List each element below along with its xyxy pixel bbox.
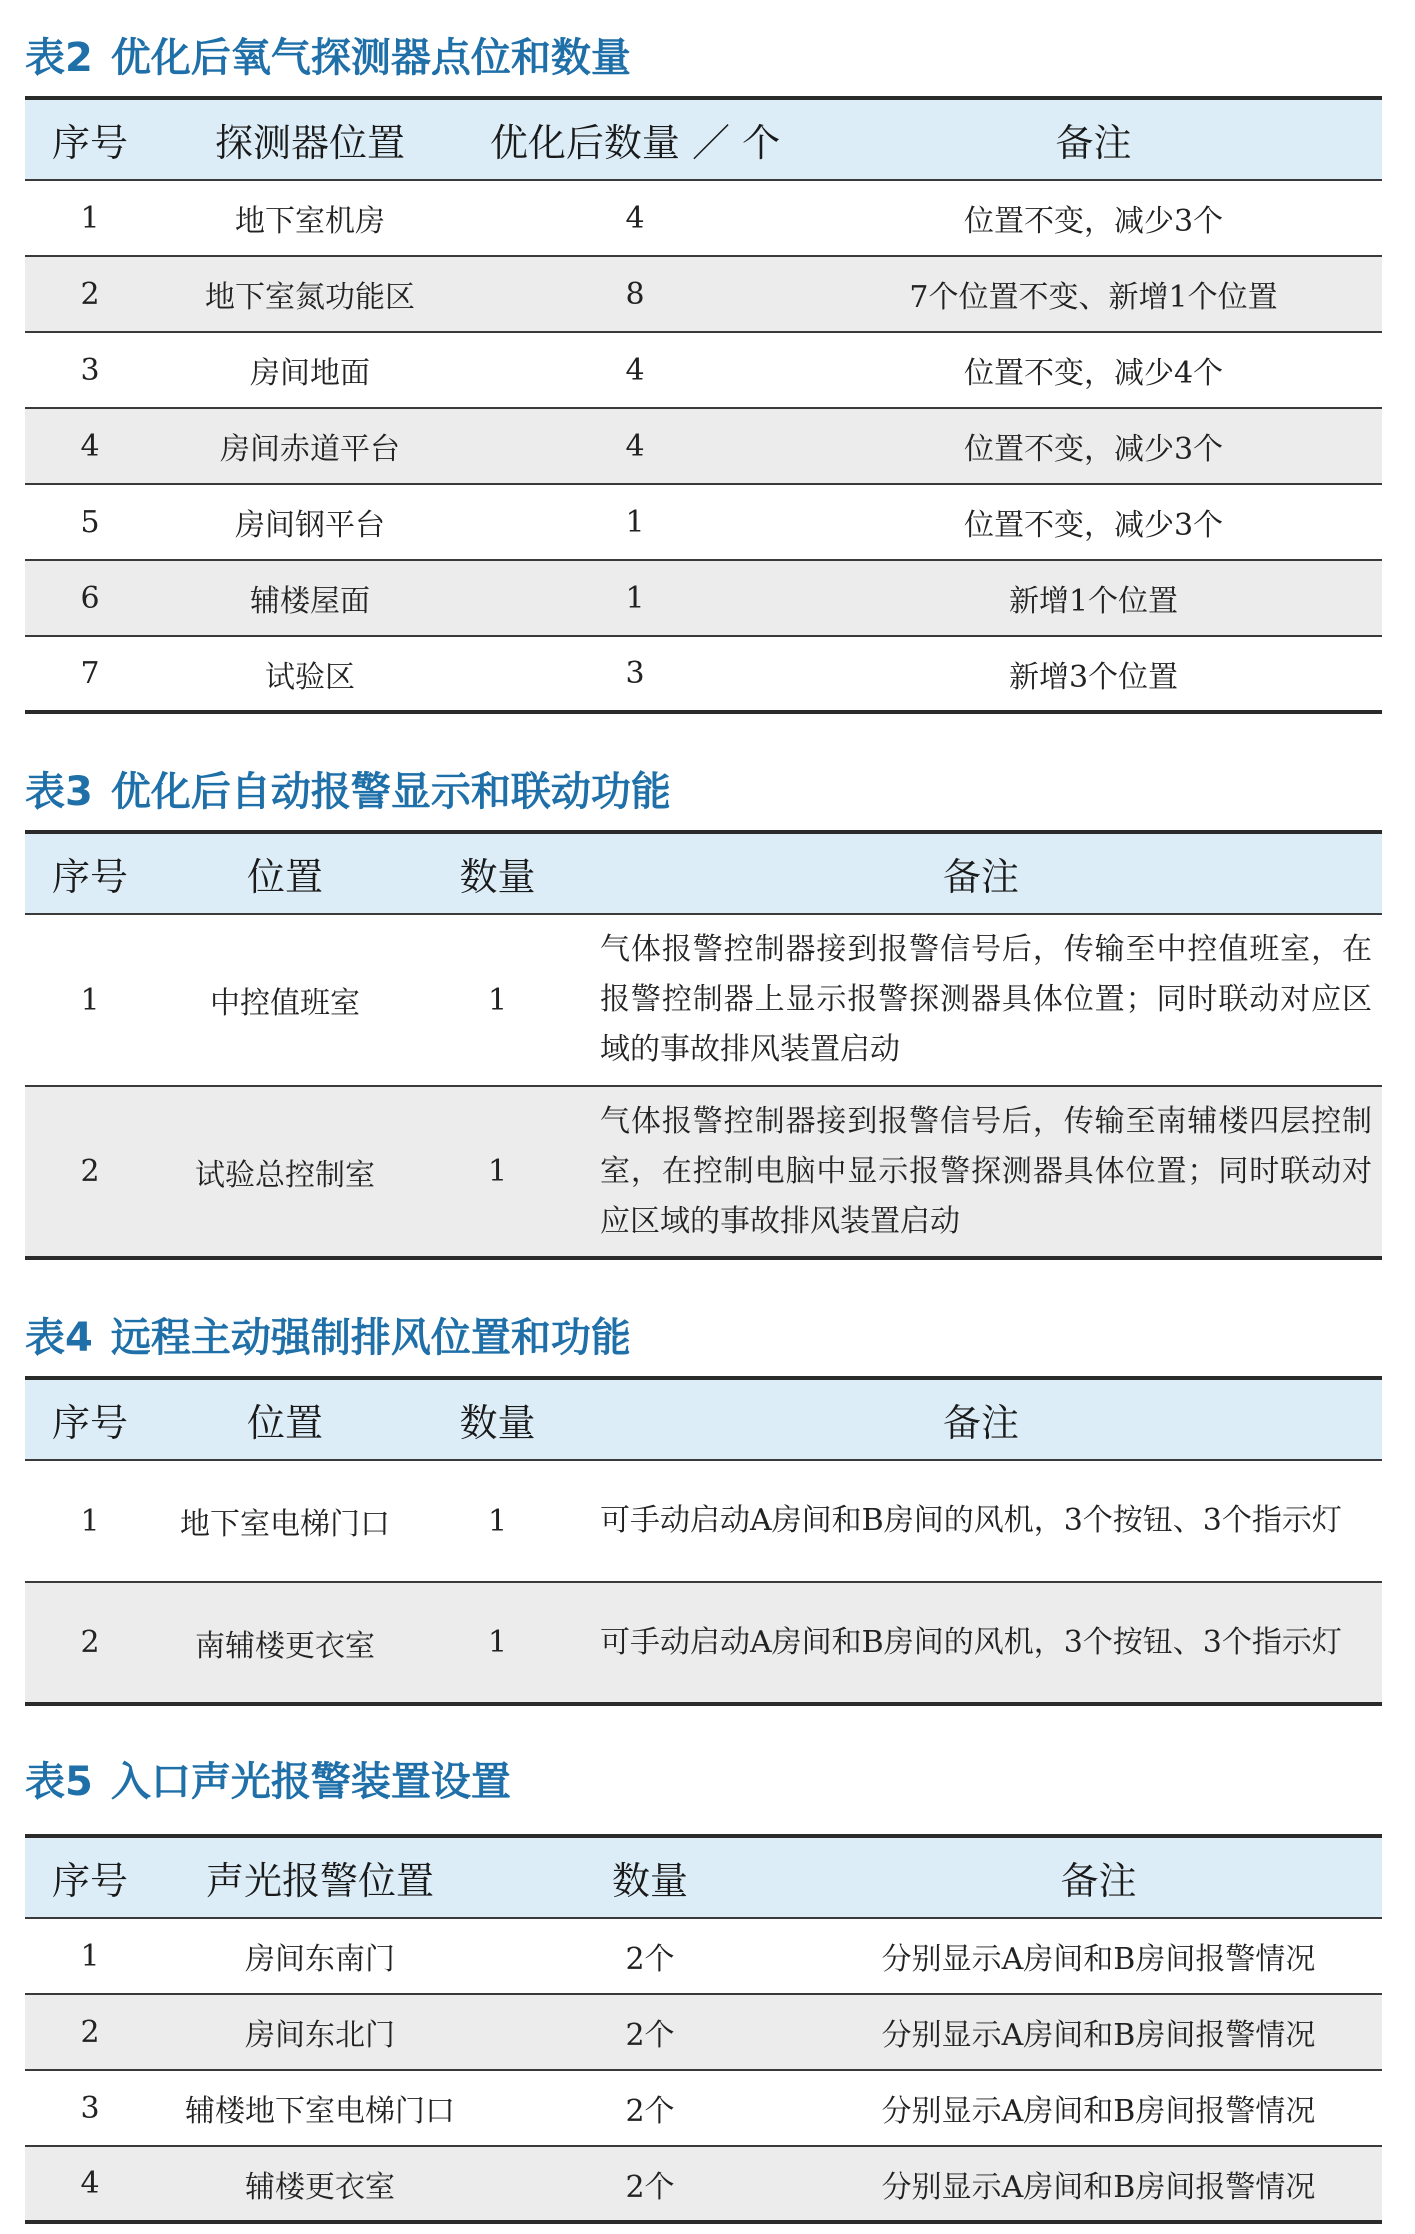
cell: 2	[25, 256, 155, 332]
cell: 试验总控制室	[155, 1086, 415, 1258]
cell: 1	[25, 914, 155, 1086]
cell: 2个	[485, 1994, 815, 2070]
cell: 试验区	[265, 659, 355, 695]
cell: 7个位置不变、新增1个位置	[805, 256, 1382, 332]
table-row	[25, 560, 1382, 636]
cell	[580, 1582, 1382, 1704]
cell: 4	[25, 408, 155, 484]
table-2-caption	[25, 35, 631, 81]
cell: 2	[25, 1994, 155, 2070]
header-cell: 序号	[25, 1378, 155, 1460]
table-header-row	[25, 1836, 1382, 1918]
table-5-title: 入口声光报警装置设置	[110, 1759, 511, 1805]
cell: 中控值班室	[155, 914, 415, 1086]
note-text: 可手动启动A房间和B房间的风机，3个按钮、3个指示灯	[600, 1624, 1342, 1660]
header-cell: 声光报警位置	[155, 1836, 485, 1918]
table-row	[25, 2146, 1382, 2222]
table-row	[25, 180, 1382, 256]
cell: 地下室氮功能区	[155, 256, 465, 332]
cell: 2个	[485, 2070, 815, 2146]
table-row	[25, 484, 1382, 560]
cell: 1	[25, 1460, 155, 1582]
table-2-number: 表2	[25, 35, 93, 81]
header-cell: 探测器位置	[155, 98, 465, 180]
table-row	[25, 636, 1382, 712]
cell: 1	[25, 1918, 155, 1994]
cell: 房间赤道平台	[155, 408, 465, 484]
cell: 新增3个位置	[1008, 659, 1179, 695]
cell: 新增1个位置	[805, 560, 1382, 636]
header-cell: 数量	[415, 1378, 580, 1460]
cell: 位置不变，减少3个	[805, 180, 1382, 256]
cell: 房间地面	[155, 332, 465, 408]
table-3	[25, 830, 1382, 1260]
table-row	[25, 1918, 1382, 1994]
header-cell: 优化后数量 ／ 个	[465, 98, 805, 180]
table-3-number: 表3	[25, 769, 93, 815]
table-5-number: 表5	[25, 1759, 93, 1805]
cell: 1	[415, 1582, 580, 1704]
table-4-title: 远程主动强制排风位置和功能	[110, 1315, 631, 1361]
cell: 位置不变，减少3个	[805, 408, 1382, 484]
cell: 1	[415, 914, 580, 1086]
cell: 房间东南门	[155, 1918, 485, 1994]
cell: 位置不变，减少3个	[805, 484, 1382, 560]
cell: 3	[25, 332, 155, 408]
table-2	[25, 96, 1382, 714]
cell: 4	[465, 180, 805, 256]
cell: 分别显示A房间和B房间报警情况	[815, 2070, 1382, 2146]
header-cell: 序号	[25, 98, 155, 180]
cell: 1	[25, 180, 155, 256]
table-row	[25, 2070, 1382, 2146]
cell: 分别显示A房间和B房间报警情况	[815, 2146, 1382, 2222]
table-3-title: 优化后自动报警显示和联动功能	[110, 769, 671, 815]
header-cell: 数量	[415, 832, 580, 914]
cell: 2个	[485, 2146, 815, 2222]
table-header-row	[25, 98, 1382, 180]
cell: 1	[415, 1460, 580, 1582]
header-cell: 数量	[485, 1836, 815, 1918]
cell: 7	[80, 656, 100, 691]
table-5	[25, 1834, 1382, 2224]
header-cell: 备注	[805, 98, 1382, 180]
note-text: 气体报警控制器接到报警信号后，传输至南辅楼四层控制室，在控制电脑中显示报警探测器具体位置；同时联动对应区域的事故排风装置启动	[600, 1103, 1372, 1239]
cell: 房间钢平台	[155, 484, 465, 560]
cell: 分别显示A房间和B房间报警情况	[815, 1918, 1382, 1994]
cell: 辅楼地下室电梯门口	[155, 2070, 485, 2146]
cell: 分别显示A房间和B房间报警情况	[815, 1994, 1382, 2070]
header-cell: 备注	[580, 832, 1382, 914]
table-row	[25, 914, 1382, 1086]
cell: 1	[465, 560, 805, 636]
table-header-row	[25, 832, 1382, 914]
cell: 2个	[485, 1918, 815, 1994]
table-header-row	[25, 1378, 1382, 1460]
header-cell: 序号	[25, 1836, 155, 1918]
cell: 3	[625, 656, 645, 691]
header-cell: 备注	[580, 1378, 1382, 1460]
cell: 8	[465, 256, 805, 332]
cell: 地下室机房	[155, 180, 465, 256]
cell	[580, 1086, 1382, 1258]
cell: 3	[25, 2070, 155, 2146]
table-5-caption	[25, 1759, 511, 1805]
table-row	[25, 408, 1382, 484]
table-2-title: 优化后氧气探测器点位和数量	[110, 35, 631, 81]
table-4-caption	[25, 1315, 631, 1361]
table-row	[25, 1994, 1382, 2070]
table-row	[25, 256, 1382, 332]
note-text: 可手动启动A房间和B房间的风机，3个按钮、3个指示灯	[600, 1503, 1342, 1538]
cell: 房间东北门	[155, 1994, 485, 2070]
table-row	[25, 1460, 1382, 1582]
cell: 4	[465, 408, 805, 484]
table-row	[25, 332, 1382, 408]
cell: 1	[465, 484, 805, 560]
cell: 辅楼屋面	[155, 560, 465, 636]
cell: 位置不变，减少4个	[805, 332, 1382, 408]
table-row	[25, 1582, 1382, 1704]
cell	[580, 1460, 1382, 1582]
cell: 4	[25, 2146, 155, 2222]
cell: 1	[415, 1086, 580, 1258]
cell: 5	[25, 484, 155, 560]
cell: 2	[25, 1086, 155, 1258]
table-3-caption	[25, 769, 671, 815]
note-text: 气体报警控制器接到报警信号后，传输至中控值班室，在报警控制器上显示报警探测器具体位置；同时联动对应区域的事故排风装置启动	[600, 932, 1372, 1067]
cell: 2	[25, 1582, 155, 1704]
cell: 地下室电梯门口	[155, 1460, 415, 1582]
cell	[580, 914, 1382, 1086]
cell: 4	[465, 332, 805, 408]
cell: 辅楼更衣室	[155, 2146, 485, 2222]
cell: 6	[25, 560, 155, 636]
header-cell: 备注	[815, 1836, 1382, 1918]
header-cell: 位置	[155, 1378, 415, 1460]
table-row	[25, 1086, 1382, 1258]
header-cell: 位置	[155, 832, 415, 914]
header-cell: 序号	[25, 832, 155, 914]
table-4	[25, 1376, 1382, 1706]
cell: 南辅楼更衣室	[155, 1582, 415, 1704]
table-4-number: 表4	[25, 1315, 93, 1361]
